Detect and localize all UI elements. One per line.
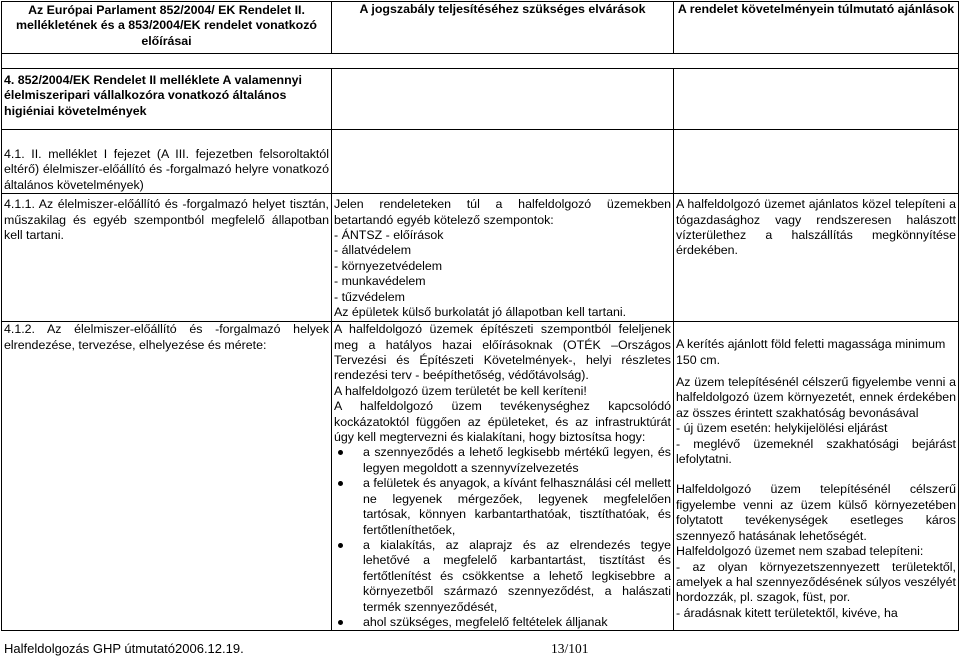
recommend-4-1-2-item: - új üzem esetén: helykijelölési eljárást [676,421,888,436]
recommend-4-1-2-item: - áradásnak kitett területektől, kivéve, ha [676,605,898,620]
section-4-title: 4. 852/2004/EK Rendelet II melléklete A valamennyi élelmiszeripari vállalkozóra vonatkozó általános higiéniai követelmények [2,69,332,130]
bullet-icon [338,620,343,625]
expect-4-1-1-item: - tűzvédelem [334,289,405,304]
recommend-4-1-2-item: - meglévő üzemeknél szakhatósági bejárást lefolytatni. [676,436,956,467]
bullet-icon [338,450,343,455]
footer-title: Halfeldolgozás GHP útmutató2006.12.19. [4,641,244,656]
section-4-1-row [2,130,959,194]
recommend-4-1-2-p1: A kerítés ajánlott föld feletti magassága minimum 150 cm. [676,337,946,367]
spacer-row [2,54,959,69]
recommend-4-1-2-p2: Az üzem telepítésénél célszerű figyelembe venni a halfeldolgozó üzem környezetét, ennek érdekében az összes érintett szakhatóság bevonásával [676,375,956,420]
expect-4-1-1-item: - állatvédelem [334,243,412,258]
row-4-1-2 [2,322,959,631]
expect-4-1-2-p2: A halfeldolgozó üzem területét be kell keríteni! [334,383,587,398]
list-item: a szennyeződés a lehető legkisebb mértékű legyen, és legyen megoldott a szennyvízelvezetés [334,445,671,476]
bullet-icon [338,481,343,486]
regulation-table [1,1,959,631]
recommend-4-1-2-item: - az olyan környezetszennyezett területektől, amelyek a hal szennyeződésének súlyos veszélyét hordozzák, pl. szagok, füst, por. [676,559,956,605]
recommend-4-1-2-p4: Halfeldolgozó üzemet nem szabad telepíteni: [676,544,924,559]
list-item: ahol szükséges, megfelelő feltételek álljanak [334,615,671,630]
req-4-1-1: 4.1.1. Az élelmiszer-előállító és -forgalmazó helyet tisztán, műszakilag és egyéb szempontból megfelelő állapotban kell tartani. [2,194,332,322]
section-4-1-title: 4.1. II. melléklet I fejezet (A III. fejezetben felsoroltaktól eltérő) élelmiszer-előállító és -forgalmazó helyre vonatkozó általános követelmények) [2,130,332,194]
row-4-1-1 [2,194,959,322]
bullet-icon [338,543,343,548]
section-4-row [2,69,959,130]
expect-4-1-2-bullets [334,445,671,630]
expect-4-1-1-outro: Az épületek külső burkolatát jó állapotban kell tartani. [334,305,627,320]
recommend-4-1-1: A halfeldolgozó üzemet ajánlatos közel telepíteni a tógazdasághoz vagy rendszeresen halászott vízterülethez a halszállítás megkönnyítése érdekében. [674,194,959,322]
table-header-row [2,2,959,54]
req-4-1-2: 4.1.2. Az élelmiszer-előállító és -forgalmazó helyek elrendezése, tervezése, elhelyezése és mérete: [2,322,332,631]
expect-4-1-1-item: - környezetvédelem [334,258,443,273]
expect-4-1-1 [332,194,674,322]
recommend-4-1-2 [674,322,959,631]
expect-4-1-2 [332,322,674,631]
expect-4-1-1-intro: Jelen rendeleteken túl a halfeldolgozó üzemekben betartandó egyéb kötelező szempontok: [334,197,671,227]
expect-4-1-2-p3: A halfeldolgozó üzem tevékenységhez kapcsolódó kockázatoktól függően az épületeket, és az infrastruktúrát úgy kell megtervezni és kialakítani, hogy biztosítsa hogy: [334,399,671,445]
header-recommendations: A rendelet követelményein túlmutató ajánlások [674,2,959,54]
expect-4-1-1-item: - ÁNTSZ - előírások [334,228,444,243]
page-number: 13/101 [551,641,589,656]
list-item: a kialakítás, az alaprajz és az elrendezés tegye lehetővé a megfelelő karbantartást, tisztítást és fertőtlenítést és csökkentse a lehető legkisebbre a környezetből származó szennyeződést, a halászati termék szennyeződését, [334,538,671,615]
expect-4-1-2-p1: A halfeldolgozó üzemek építészeti szempontból feleljenek meg a hatályos hazai előírásoknak (OTÉK –Országos Tervezési és Építészeti Követelmények-, helyi részletes rendezési terv - beépíthetőség, védőtávolság). [334,322,671,383]
list-item: a felületek és anyagok, a kívánt felhasználási cél mellett ne legyenek mérgezőek, legyenek megfelelően tartósak, könnyen karbantarthatóak, tisztíthatóak, és fertőtleníthetőek, [334,476,671,538]
header-regulation: Az Európai Parlament 852/2004/ EK Rendelet II. mellékletének és a 853/2004/EK rendelet vonatkozó előírásai [2,2,332,54]
header-requirements: A jogszabály teljesítéséhez szükséges elvárások [332,2,674,54]
recommend-4-1-2-p3: Halfeldolgozó üzem telepítésénél célszerű figyelembe venni az üzem külső környezetében folytatott tevékenységek esetleges káros szennyező hatásának lehetőségét. [676,482,956,543]
expect-4-1-1-item: - munkavédelem [334,274,426,289]
